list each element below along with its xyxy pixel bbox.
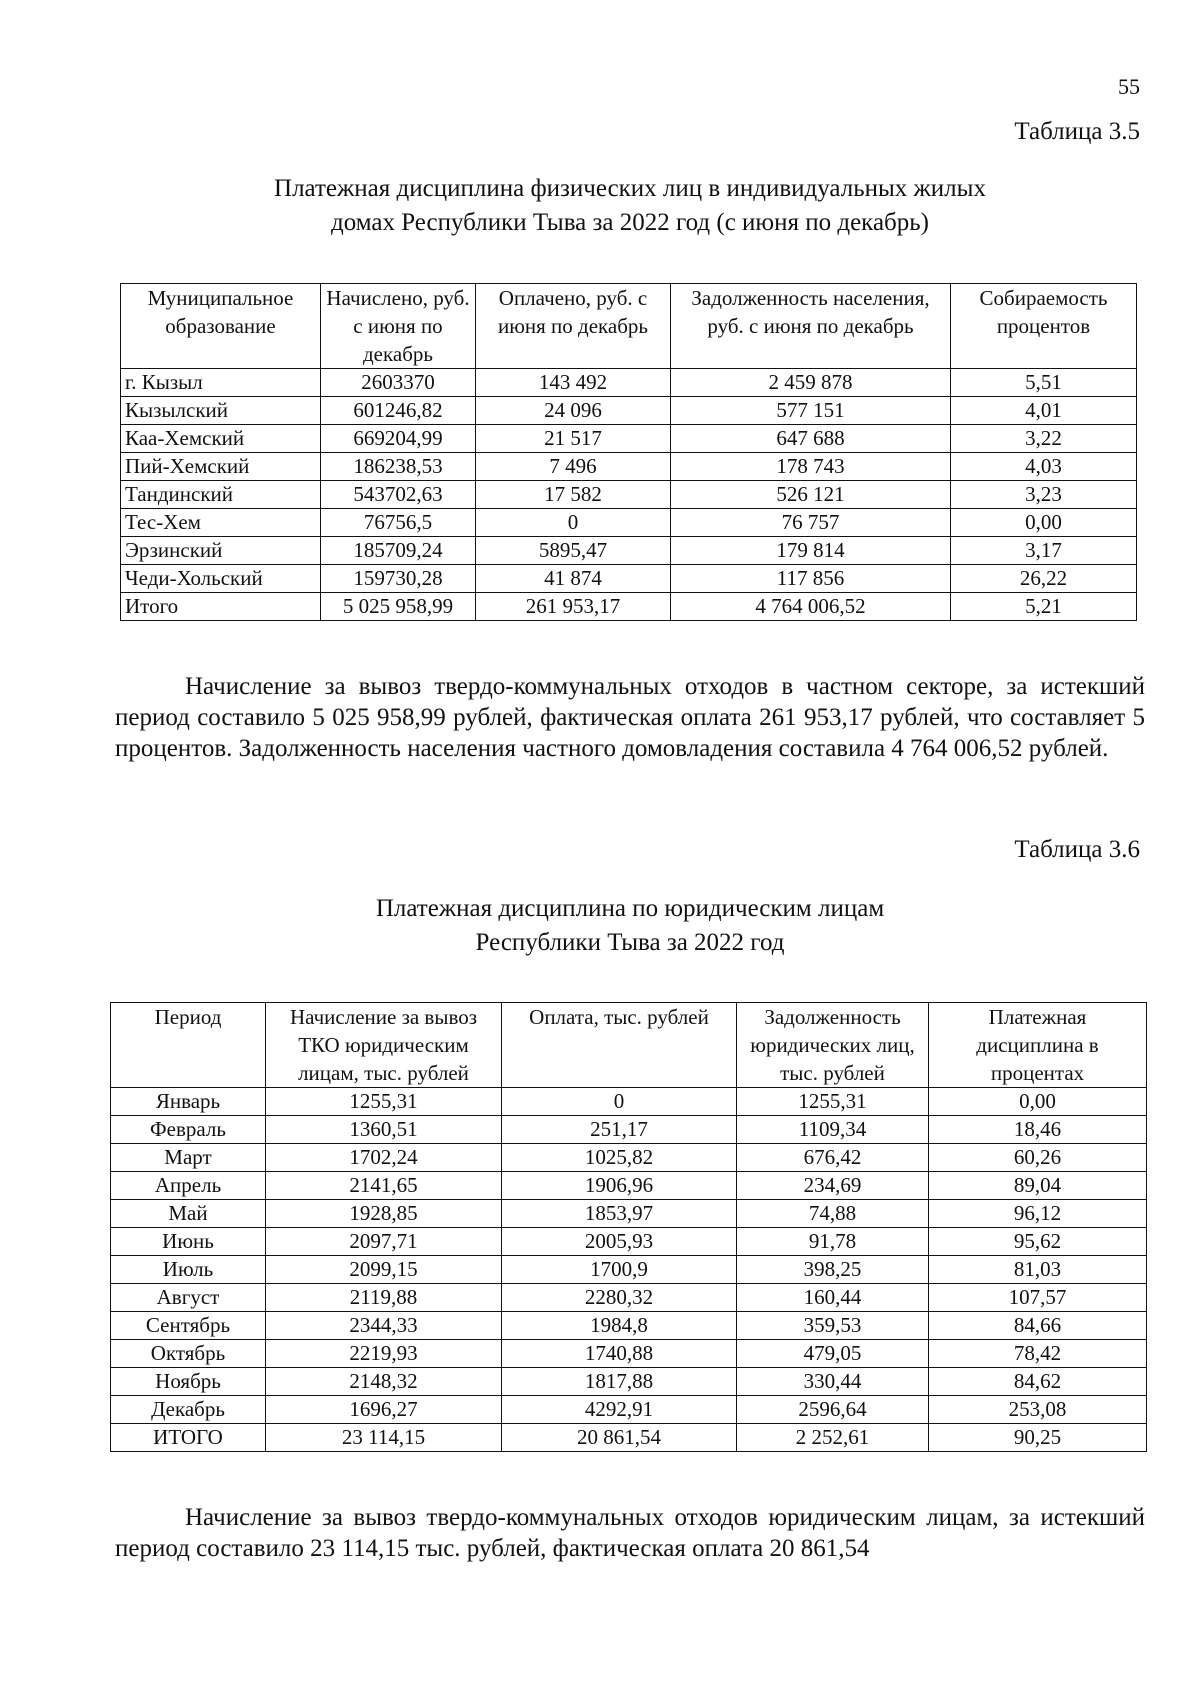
table1-cell: 17 582 bbox=[476, 481, 671, 509]
table1-cell: 4,03 bbox=[951, 453, 1137, 481]
table1-cell: 2 459 878 bbox=[671, 369, 951, 397]
table2-cell: Июль bbox=[111, 1256, 266, 1284]
table1-cell: 601246,82 bbox=[321, 397, 476, 425]
table2-cell: 1025,82 bbox=[502, 1144, 737, 1172]
table2-cell: Октябрь bbox=[111, 1340, 266, 1368]
table1-header: Начислено, руб. с июня по декабрь bbox=[321, 284, 476, 369]
table2-cell: 1109,34 bbox=[737, 1116, 929, 1144]
table2-cell: ИТОГО bbox=[111, 1424, 266, 1452]
table2-cell: 23 114,15 bbox=[266, 1424, 502, 1452]
table2-header-row bbox=[111, 1003, 1147, 1088]
table2-cell: 0,00 bbox=[929, 1088, 1147, 1116]
table2-row bbox=[111, 1144, 1147, 1172]
table1-cell: 2603370 bbox=[321, 369, 476, 397]
table2-cell: Май bbox=[111, 1200, 266, 1228]
table1-cell: 647 688 bbox=[671, 425, 951, 453]
table2-cell: 1928,85 bbox=[266, 1200, 502, 1228]
table2-cell: 359,53 bbox=[737, 1312, 929, 1340]
table2-cell: 107,57 bbox=[929, 1284, 1147, 1312]
table1-cell: 117 856 bbox=[671, 565, 951, 593]
table1-cell: 143 492 bbox=[476, 369, 671, 397]
table1-cell: 5,51 bbox=[951, 369, 1137, 397]
table2-cell: Июнь bbox=[111, 1228, 266, 1256]
table2-cell: 4292,91 bbox=[502, 1396, 737, 1424]
table1-header: Собираемость процентов bbox=[951, 284, 1137, 369]
table2-cell: 1984,8 bbox=[502, 1312, 737, 1340]
table2-cell: 330,44 bbox=[737, 1368, 929, 1396]
table1-cell: 159730,28 bbox=[321, 565, 476, 593]
table1-label: Таблица 3.5 bbox=[1014, 118, 1140, 145]
table1-cell: Чеди-Хольский bbox=[121, 565, 321, 593]
table2-cell: 2005,93 bbox=[502, 1228, 737, 1256]
table1-cell: Каа-Хемский bbox=[121, 425, 321, 453]
table1-cell: 76 757 bbox=[671, 509, 951, 537]
table1-row bbox=[121, 369, 1137, 397]
table1-cell: 178 743 bbox=[671, 453, 951, 481]
table1-cell: г. Кызыл bbox=[121, 369, 321, 397]
table1-cell: 0 bbox=[476, 509, 671, 537]
table2-cell: 1906,96 bbox=[502, 1172, 737, 1200]
table2-cell: 1740,88 bbox=[502, 1340, 737, 1368]
table2-cell: 1255,31 bbox=[266, 1088, 502, 1116]
table2-cell: 2 252,61 bbox=[737, 1424, 929, 1452]
table1-cell: 21 517 bbox=[476, 425, 671, 453]
table2-cell: 2280,32 bbox=[502, 1284, 737, 1312]
table1-cell: Кызылский bbox=[121, 397, 321, 425]
table2-cell: 84,66 bbox=[929, 1312, 1147, 1340]
table1-cell: 261 953,17 bbox=[476, 593, 671, 621]
table2-cell: Март bbox=[111, 1144, 266, 1172]
table2-header: Оплата, тыс. рублей bbox=[502, 1003, 737, 1088]
table2-cell: 91,78 bbox=[737, 1228, 929, 1256]
table1-cell: 5895,47 bbox=[476, 537, 671, 565]
table1-cell: 185709,24 bbox=[321, 537, 476, 565]
table2-cell: 84,62 bbox=[929, 1368, 1147, 1396]
table2-header: Платежная дисциплина в процентах bbox=[929, 1003, 1147, 1088]
table2-header: Задолженность юридических лиц, тыс. рублей bbox=[737, 1003, 929, 1088]
table2-cell: 251,17 bbox=[502, 1116, 737, 1144]
table2 bbox=[110, 1002, 1147, 1452]
table2-cell: 1817,88 bbox=[502, 1368, 737, 1396]
table2-header: Начисление за вывоз ТКО юридическим лицам, тыс. рублей bbox=[266, 1003, 502, 1088]
table1-cell: 3,17 bbox=[951, 537, 1137, 565]
table1-cell: 3,23 bbox=[951, 481, 1137, 509]
table2-row bbox=[111, 1256, 1147, 1284]
table2-cell: 2596,64 bbox=[737, 1396, 929, 1424]
table2-body bbox=[111, 1088, 1147, 1452]
table1-cell: 0,00 bbox=[951, 509, 1137, 537]
table2-row bbox=[111, 1340, 1147, 1368]
table2-cell: 1360,51 bbox=[266, 1116, 502, 1144]
table1-cell: Тандинский bbox=[121, 481, 321, 509]
table1-cell: 5 025 958,99 bbox=[321, 593, 476, 621]
table1-cell: Пий-Хемский bbox=[121, 453, 321, 481]
table1-cell: 179 814 bbox=[671, 537, 951, 565]
table1-cell: 4 764 006,52 bbox=[671, 593, 951, 621]
table2-cell: 18,46 bbox=[929, 1116, 1147, 1144]
table1-caption bbox=[0, 172, 1200, 240]
table2-cell: 2148,32 bbox=[266, 1368, 502, 1396]
table2-row bbox=[111, 1116, 1147, 1144]
table1-cell: 24 096 bbox=[476, 397, 671, 425]
table2-cell: 2219,93 bbox=[266, 1340, 502, 1368]
table2-cell: Февраль bbox=[111, 1116, 266, 1144]
table2-cell: 253,08 bbox=[929, 1396, 1147, 1424]
table2-cell: 1696,27 bbox=[266, 1396, 502, 1424]
table2-row bbox=[111, 1284, 1147, 1312]
table2-cell: 90,25 bbox=[929, 1424, 1147, 1452]
table2-row bbox=[111, 1396, 1147, 1424]
table1-cell: 186238,53 bbox=[321, 453, 476, 481]
table1-caption-line2: домах Республики Тыва за 2022 год (с июня по декабрь) bbox=[330, 209, 929, 236]
table2-row bbox=[111, 1088, 1147, 1116]
table2-caption-line2: Республики Тыва за 2022 год bbox=[475, 929, 785, 956]
table2-cell: Сентябрь bbox=[111, 1312, 266, 1340]
table2-cell: 1255,31 bbox=[737, 1088, 929, 1116]
table2-label: Таблица 3.6 bbox=[1014, 836, 1140, 863]
table1-cell: 543702,63 bbox=[321, 481, 476, 509]
table1-row bbox=[121, 397, 1137, 425]
table2-caption-line1: Платежная дисциплина по юридическим лицам bbox=[375, 895, 885, 922]
table2-cell: Апрель bbox=[111, 1172, 266, 1200]
table1-cell: Тес-Хем bbox=[121, 509, 321, 537]
table1-cell: 4,01 bbox=[951, 397, 1137, 425]
table2-cell: 96,12 bbox=[929, 1200, 1147, 1228]
table2-cell: 2099,15 bbox=[266, 1256, 502, 1284]
table2-cell: 479,05 bbox=[737, 1340, 929, 1368]
table2-cell: Август bbox=[111, 1284, 266, 1312]
table2-cell: 1853,97 bbox=[502, 1200, 737, 1228]
table2-row bbox=[111, 1368, 1147, 1396]
table1-cell: 3,22 bbox=[951, 425, 1137, 453]
table1-row bbox=[121, 593, 1137, 621]
table1-cell: 76756,5 bbox=[321, 509, 476, 537]
table1-row bbox=[121, 425, 1137, 453]
table1-body bbox=[121, 369, 1137, 621]
table1-caption-line1: Платежная дисциплина физических лиц в индивидуальных жилых bbox=[274, 175, 986, 202]
table2-cell: Ноябрь bbox=[111, 1368, 266, 1396]
table2-cell: 160,44 bbox=[737, 1284, 929, 1312]
table2-cell: 676,42 bbox=[737, 1144, 929, 1172]
table2-cell: 2141,65 bbox=[266, 1172, 502, 1200]
table2-cell: 89,04 bbox=[929, 1172, 1147, 1200]
table2-cell: 2097,71 bbox=[266, 1228, 502, 1256]
table2-cell: 398,25 bbox=[737, 1256, 929, 1284]
table1-row bbox=[121, 509, 1137, 537]
table1-row bbox=[121, 565, 1137, 593]
table1-cell: Итого bbox=[121, 593, 321, 621]
table2-cell: Январь bbox=[111, 1088, 266, 1116]
page-number: 55 bbox=[1118, 74, 1140, 99]
table2-cell: 2344,33 bbox=[266, 1312, 502, 1340]
table1-header: Муниципальное образование bbox=[121, 284, 321, 369]
table1-cell: 526 121 bbox=[671, 481, 951, 509]
table2-caption bbox=[0, 892, 1200, 960]
table2-row bbox=[111, 1312, 1147, 1340]
table2-cell: 74,88 bbox=[737, 1200, 929, 1228]
table2-header: Период bbox=[111, 1003, 266, 1088]
table1-cell: Эрзинский bbox=[121, 537, 321, 565]
table2-cell: 1702,24 bbox=[266, 1144, 502, 1172]
table2-cell: 81,03 bbox=[929, 1256, 1147, 1284]
table1-row bbox=[121, 537, 1137, 565]
table2-cell: 20 861,54 bbox=[502, 1424, 737, 1452]
table2-row bbox=[111, 1172, 1147, 1200]
table2-cell: 78,42 bbox=[929, 1340, 1147, 1368]
table1-header-row bbox=[121, 284, 1137, 369]
table1-cell: 41 874 bbox=[476, 565, 671, 593]
table2-cell: 0 bbox=[502, 1088, 737, 1116]
table2-row bbox=[111, 1228, 1147, 1256]
table1-header: Оплачено, руб. с июня по декабрь bbox=[476, 284, 671, 369]
table1-cell: 669204,99 bbox=[321, 425, 476, 453]
table2-row bbox=[111, 1200, 1147, 1228]
table2-cell: 95,62 bbox=[929, 1228, 1147, 1256]
table2-cell: 2119,88 bbox=[266, 1284, 502, 1312]
paragraph-private-sector: Начисление за вывоз твердо-коммунальных отходов в частном секторе, за истекший период составило 5 025 958,99 рублей, фактическая оплата 261 953,17 рублей, что составляет 5 процентов. Задолженность населения частного домовладения составила 4 764 006,52 рублей. bbox=[115, 673, 1145, 762]
table1-cell: 7 496 bbox=[476, 453, 671, 481]
paragraph-legal-entities: Начисление за вывоз твердо-коммунальных отходов юридическим лицам, за истекший период составило 23 114,15 тыс. рублей, фактическая оплата 20 861,54 bbox=[115, 1504, 1145, 1562]
table1-cell: 577 151 bbox=[671, 397, 951, 425]
table1 bbox=[120, 283, 1137, 621]
table1-header: Задолженность населения, руб. с июня по декабрь bbox=[671, 284, 951, 369]
table1-cell: 5,21 bbox=[951, 593, 1137, 621]
table1-row bbox=[121, 481, 1137, 509]
table1-cell: 26,22 bbox=[951, 565, 1137, 593]
table2-cell: 60,26 bbox=[929, 1144, 1147, 1172]
table2-cell: 1700,9 bbox=[502, 1256, 737, 1284]
table1-row bbox=[121, 453, 1137, 481]
table2-cell: 234,69 bbox=[737, 1172, 929, 1200]
table2-row bbox=[111, 1424, 1147, 1452]
table2-cell: Декабрь bbox=[111, 1396, 266, 1424]
